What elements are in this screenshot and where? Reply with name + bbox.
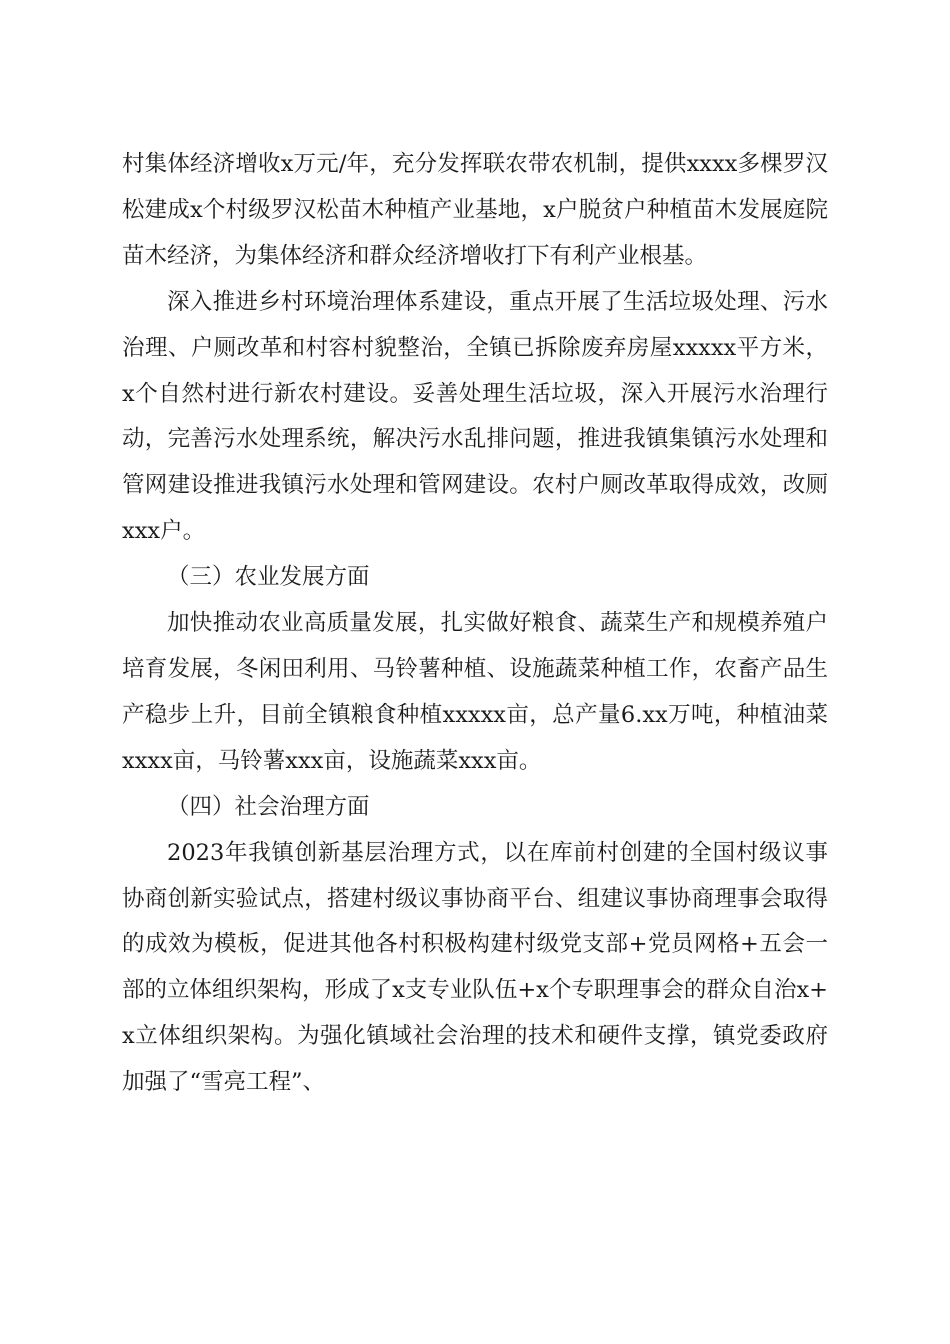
paragraph-village-economy: 村集体经济增收x万元/年，充分发挥联农带农机制，提供xxxx多棵罗汉松建成x个村级罗汉松苗木种植产业基地，x户脱贫户种植苗木发展庭院苗木经济，为集体经济和群众经济增收打下有利产业根基。 [122, 151, 828, 269]
section-heading-agriculture: （三）农业发展方面 [167, 564, 370, 591]
section-heading-social-governance: （四）社会治理方面 [167, 793, 370, 820]
paragraph-agriculture: 加快推动农业高质量发展，扎实做好粮食、蔬菜生产和规模养殖户培育发展，冬闲田利用、马铃薯种植、设施蔬菜种植工作，农畜产品生产稳步上升，目前全镇粮食种植xxxxx亩，总产量6.xx万吨，种植油菜xxxx亩，马铃薯xxx亩，设施蔬菜xxx亩。 [122, 610, 828, 774]
paragraph-environment-governance: 深入推进乡村环境治理体系建设，重点开展了生活垃圾处理、污水治理、户厕改革和村容村貌整治，全镇已拆除废弃房屋xxxxx平方米，x个自然村进行新农村建设。妥善处理生活垃圾，深入开展污水治理行动，完善污水处理系统，解决污水乱排问题，推进我镇集镇污水处理和管网建设推进我镇污水处理和管网建设。农村户厕改革取得成效，改厕xxx户。 [122, 288, 828, 545]
document-body [122, 142, 828, 1106]
paragraph-social-governance: 2023年我镇创新基层治理方式，以在库前村创建的全国村级议事协商创新实验试点，搭建村级议事协商平台、组建议事协商理事会取得的成效为模板，促进其他各村积极构建村级党支部+党员网格+五会一部的立体组织架构，形成了x支专业队伍+x个专职理事会的群众自治x+x立体组织架构。为强化镇域社会治理的技术和硬件支撑，镇党委政府加强了“雪亮工程”、 [122, 839, 828, 1096]
